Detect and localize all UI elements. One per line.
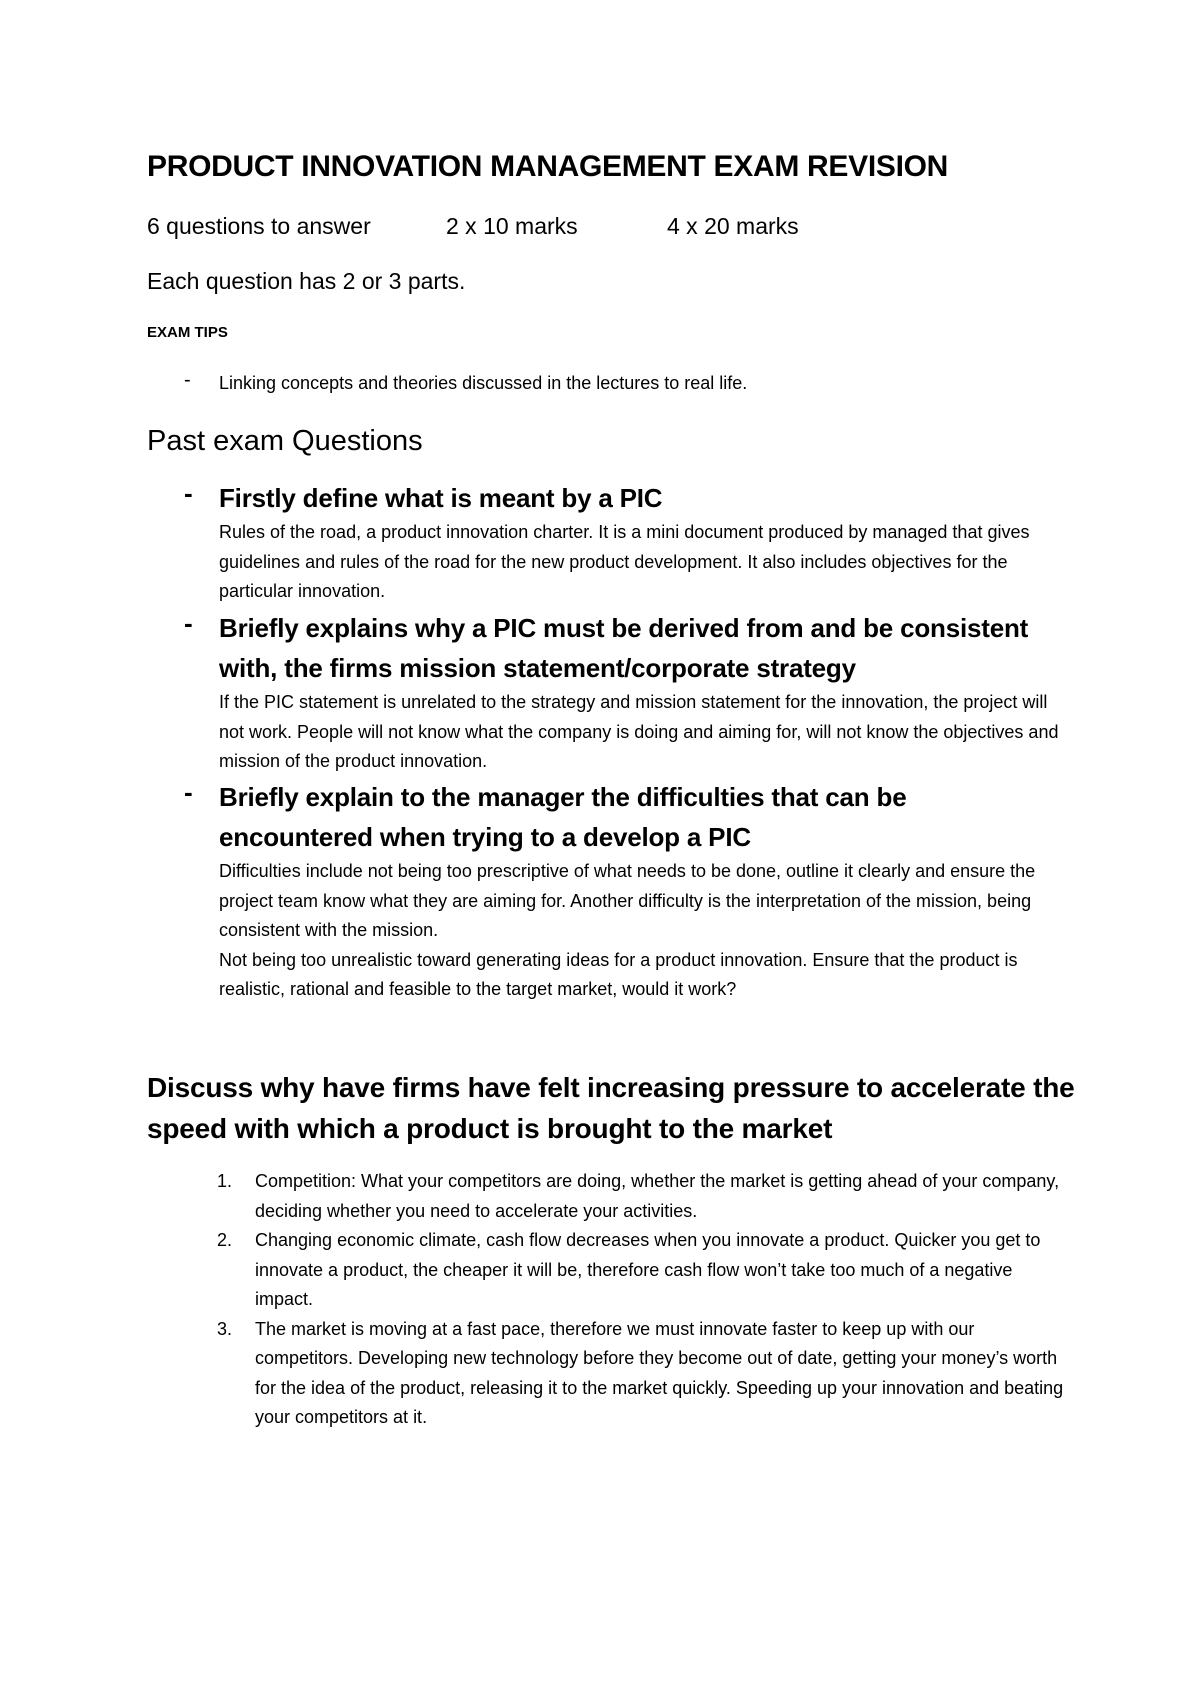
discussion-list — [217, 1167, 1067, 1433]
list-item — [217, 1226, 1067, 1315]
question-heading: Briefly explain to the manager the difficulties that can be encountered when trying to a develop a PIC — [219, 782, 907, 852]
list-number: 2. — [217, 1230, 233, 1250]
bullet-dash: - — [184, 608, 193, 638]
question-block — [184, 777, 1064, 1005]
list-item — [217, 1315, 1067, 1433]
answer-paragraph: Rules of the road, a product innovation charter. It is a mini document produced by managed that gives guidelines and rules of the road for the new product development. It also includes objectives for the particular innovation. — [219, 522, 1030, 601]
document-title: PRODUCT INNOVATION MANAGEMENT EXAM REVISION — [147, 150, 949, 183]
list-item-text: Changing economic climate, cash flow decreases when you innovate a product. Quicker you get to innovate a product, the cheaper it will be, therefore cash flow won’t take too much of a negative impact. — [255, 1230, 1041, 1309]
exam-tips-label: EXAM TIPS — [147, 324, 228, 341]
question-answer — [219, 518, 1064, 607]
list-number: 1. — [217, 1171, 233, 1191]
question-block — [184, 478, 1064, 607]
bullet-dash: - — [184, 777, 193, 807]
questions-count: 6 questions to answer — [147, 213, 371, 239]
list-item — [217, 1167, 1067, 1226]
question-heading: Briefly explains why a PIC must be derived from and be consistent with, the firms mission statement/corporate strategy — [219, 613, 1029, 683]
marks-long: 4 x 20 marks — [667, 213, 799, 239]
parts-note: Each question has 2 or 3 parts. — [147, 268, 466, 294]
past-exam-heading: Past exam Questions — [147, 425, 423, 457]
list-number: 3. — [217, 1318, 233, 1339]
bullet-dash: - — [184, 369, 191, 391]
answer-paragraph: Not being too unrealistic toward generating ideas for a product innovation. Ensure that the product is realistic, rational and feasible to the target market, would it work? — [219, 949, 1018, 999]
list-item-text: The market is moving at a fast pace, therefore we must innovate faster to keep up with our competitors. Developing new technology before they become out of date, getting your money’s worth for the idea of the product, releasing it to the market quickly. Speeding up your innovation and beating your competitors at it. — [255, 1318, 1064, 1427]
question-answer — [219, 857, 1064, 1005]
discussion-heading: Discuss why have firms have felt increasing pressure to accelerate the speed with which a product is brought to the market — [147, 1072, 1075, 1144]
bullet-dash: - — [184, 478, 193, 508]
list-item-text: Competition: What your competitors are doing, whether the market is getting ahead of your company, deciding whether you need to accelerate your activities. — [255, 1171, 1060, 1221]
answer-paragraph: Difficulties include not being too prescriptive of what needs to be done, outline it clearly and ensure the project team know what they are aiming for. Another difficulty is the interpretation of the mission, being consistent with the mission. — [219, 861, 1036, 940]
answer-paragraph: If the PIC statement is unrelated to the strategy and mission statement for the innovation, the project will not work. People will not know what the company is doing and aiming for, will not know the objectives and mission of the product innovation. — [219, 692, 1059, 771]
question-block — [184, 608, 1064, 777]
exam-tip-item: Linking concepts and theories discussed in the lectures to real life. — [219, 373, 748, 393]
marks-short: 2 x 10 marks — [446, 213, 578, 239]
question-heading: Firstly define what is meant by a PIC — [219, 483, 663, 513]
question-answer — [219, 688, 1064, 777]
